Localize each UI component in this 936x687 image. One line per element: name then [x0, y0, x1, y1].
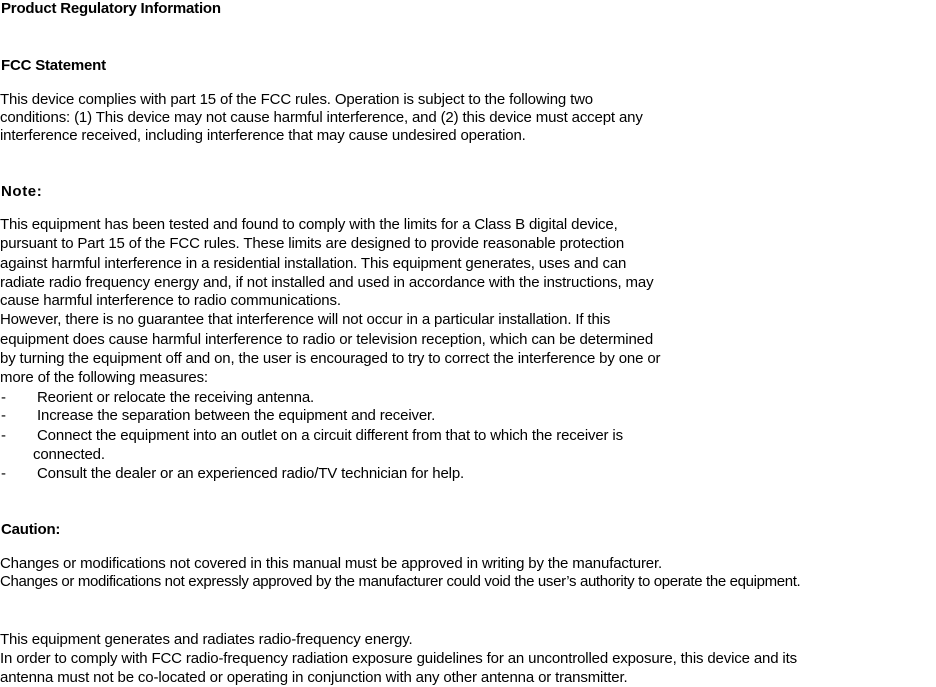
measure-bullet-1: -	[1, 389, 6, 406]
measure-bullet-2: -	[1, 407, 6, 424]
caution-line-1: Changes or modifications not covered in this manual must be approved in writing by the manufacturer.	[0, 555, 663, 572]
note-line-1: This equipment has been tested and found to comply with the limits for a Class B digital device,	[0, 216, 618, 233]
note-line-6: However, there is no guarantee that interference will not occur in a particular installation. If this	[0, 311, 611, 328]
document-title: Product Regulatory Information	[1, 0, 221, 17]
fcc-line-2: conditions: (1) This device may not cause harmful interference, and (2) this device must accept any	[0, 109, 643, 126]
note-line-3: against harmful interference in a residential installation. This equipment generates, uses and can	[0, 255, 627, 272]
note-line-5: cause harmful interference to radio communications.	[0, 292, 341, 309]
note-heading: Note:	[1, 183, 43, 200]
rf-line-2: In order to comply with FCC radio-frequency radiation exposure guidelines for an uncontrolled exposure, this device and its	[0, 650, 797, 667]
note-line-4: radiate radio frequency energy and, if not installed and used in accordance with the instructions, may	[0, 274, 654, 291]
measure-bullet-4: -	[1, 465, 6, 482]
rf-line-1: This equipment generates and radiates radio-frequency energy.	[0, 631, 413, 648]
measure-item-2: Increase the separation between the equipment and receiver.	[37, 407, 436, 424]
note-line-8: by turning the equipment off and on, the user is encouraged to try to correct the interference by one or	[0, 350, 661, 367]
rf-line-3: antenna must not be co-located or operating in conjunction with any other antenna or transmitter.	[0, 669, 628, 686]
caution-heading: Caution:	[1, 521, 61, 538]
measure-item-3-continuation: connected.	[33, 446, 105, 463]
measure-bullet-3: -	[1, 427, 6, 444]
note-line-9: more of the following measures:	[0, 369, 208, 386]
measure-item-1: Reorient or relocate the receiving antenna.	[37, 389, 315, 406]
measure-item-4: Consult the dealer or an experienced radio/TV technician for help.	[37, 465, 465, 482]
note-line-7: equipment does cause harmful interference to radio or television reception, which can be determined	[0, 331, 654, 348]
note-line-2: pursuant to Part 15 of the FCC rules. These limits are designed to provide reasonable protection	[0, 235, 625, 252]
fcc-line-3: interference received, including interference that may cause undesired operation.	[0, 127, 526, 144]
caution-line-2: Changes or modifications not expressly approved by the manufacturer could void the user’s authority to operate the equipment.	[0, 573, 801, 590]
measure-item-3: Connect the equipment into an outlet on a circuit different from that to which the receiver is	[37, 427, 623, 444]
fcc-statement-heading: FCC Statement	[1, 57, 106, 74]
fcc-line-1: This device complies with part 15 of the FCC rules. Operation is subject to the following two	[0, 91, 593, 108]
